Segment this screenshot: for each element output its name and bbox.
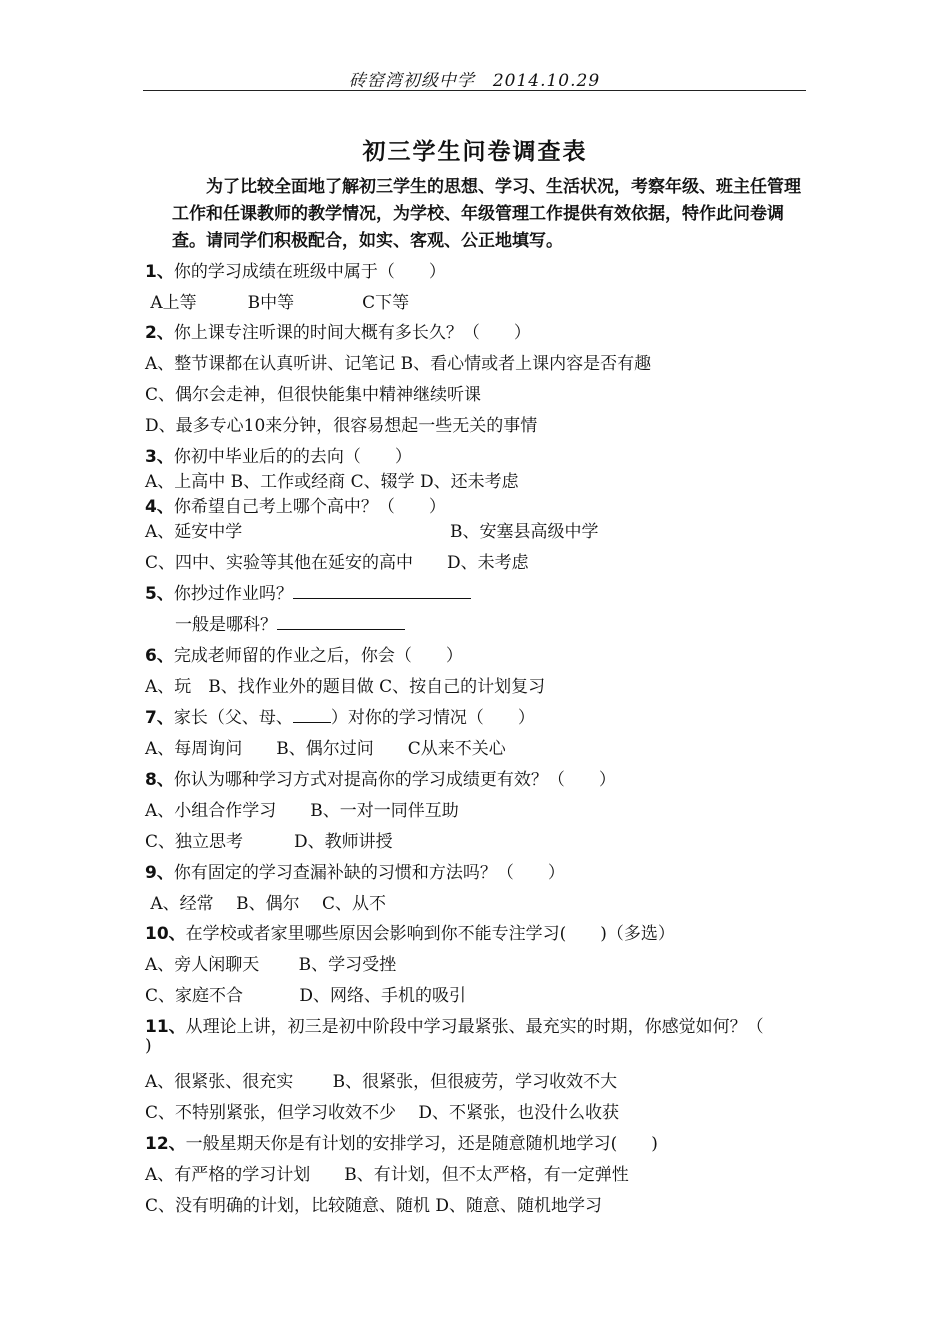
answer-blank-guardian[interactable] [293,706,331,723]
q12-option-c-d: C、没有明确的计划，比较随意、随机 D、随意、随机地学习 [145,1196,603,1216]
question-text: 你认为哪种学习方式对提高你的学习成绩更有效？（ ） [173,770,616,790]
q4-option-b: B、安塞县高级中学 [450,522,599,542]
question-number: 11、 [145,1017,186,1037]
question-8 [145,765,616,790]
question-number: 4、 [145,497,174,517]
sub-question-text: 一般是哪科？ [175,615,277,635]
q2-option-a-b: A、整节课都在认真听讲、记笔记 B、看心情或者上课内容是否有趣 [145,354,652,374]
question-number: 10、 [145,924,186,944]
question-number: 12、 [145,1134,186,1154]
q10-option-c-d: C、家庭不合 D、网络、手机的吸引 [145,986,467,1006]
question-text-cont: ）对你的学习情况（ ） [330,708,535,728]
q10-option-a-b: A、旁人闲聊天 B、学习受挫 [145,955,397,975]
question-6 [145,641,463,666]
intro-paragraph: 为了比较全面地了解初三学生的思想、学习、生活状况，考察年级、班主任管理工作和任课教师的教学情况，为学校、年级管理工作提供有效依据，特作此问卷调查。请同学们积极配合，如实、客观、公正地填写。 [172,177,801,251]
q11-option-c-d: C、不特别紧张，但学习收效不少 D、不紧张，也没什么收获 [145,1103,620,1123]
q4-option-c-d: C、四中、实验等其他在延安的高中 D、未考虑 [145,553,529,573]
question-12 [145,1129,658,1154]
question-text: 你上课专注听课的时间大概有多长久？（ ） [173,323,531,343]
question-number: 2、 [145,323,174,343]
page-title: 初三学生问卷调查表 [362,138,588,165]
q9-options: A、经常 B、偶尔 C、从不 [145,894,386,914]
q4-option-a: A、延安中学 [145,522,243,542]
question-number: 9、 [145,863,174,883]
question-text: 你初中毕业后的的去向（ ） [173,447,412,467]
q8-option-c-d: C、独立思考 D、教师讲授 [145,832,393,852]
question-3 [145,442,412,467]
question-number: 6、 [145,646,174,666]
question-11 [145,1012,764,1037]
q12-option-a-b: A、有严格的学习计划 B、有计划，但不太严格，有一定弹性 [145,1165,629,1185]
question-number: 3、 [145,447,174,467]
page-header [143,66,806,91]
question-text: 你有固定的学习查漏补缺的习惯和方法吗？（ ） [173,863,565,883]
question-number: 7、 [145,708,174,728]
question-text: 在学校或者家里哪些原因会影响到你不能专注学习( )（多选） [185,924,675,944]
q1-options: A上等 B中等 C下等 [145,293,410,313]
q11-option-a-b: A、很紧张、很充实 B、很紧张，但很疲劳，学习收效不大 [145,1072,618,1092]
q5-sub-question [175,610,405,635]
q2-option-d: D、最多专心10来分钟，很容易想起一些无关的事情 [145,416,538,436]
q3-options: A、上高中 B、工作或经商 C、辍学 D、还未考虑 [145,472,519,492]
q2-option-c: C、偶尔会走神，但很快能集中精神继续听课 [145,385,482,405]
question-text: 一般星期天你是有计划的安排学习，还是随意随机地学习( ) [185,1134,658,1154]
question-text: 你抄过作业吗？ [173,584,293,604]
answer-blank-subject[interactable] [277,613,405,630]
answer-blank-copied[interactable] [293,582,471,599]
question-number: 5、 [145,584,174,604]
header-text: 砖窑湾初级中学 2014.10.29 [348,71,601,91]
question-10 [145,919,675,944]
question-number: 1、 [145,262,174,282]
q11-question-cont: ) [145,1036,152,1056]
question-9 [145,858,565,883]
q8-option-a-b: A、小组合作学习 B、一对一同伴互助 [145,801,459,821]
question-text: 完成老师留的作业之后，你会（ ） [173,646,463,666]
question-1 [145,257,446,282]
question-text: 你的学习成绩在班级中属于（ ） [173,262,446,282]
q6-options: A、玩 B、找作业外的题目做 C、按自己的计划复习 [145,677,546,697]
question-5 [145,579,471,604]
q7-options: A、每周询问 B、偶尔过问 C从来不关心 [145,739,506,759]
question-7 [145,703,535,728]
question-4 [145,492,446,517]
question-number: 8、 [145,770,174,790]
question-2 [145,318,531,343]
question-text: 家长（父、母、 [173,708,293,728]
question-text: 从理论上讲，初三是初中阶段中学习最紧张、最充实的时期，你感觉如何？（ [185,1017,764,1037]
question-text: 你希望自己考上哪个高中？（ ） [173,497,446,517]
